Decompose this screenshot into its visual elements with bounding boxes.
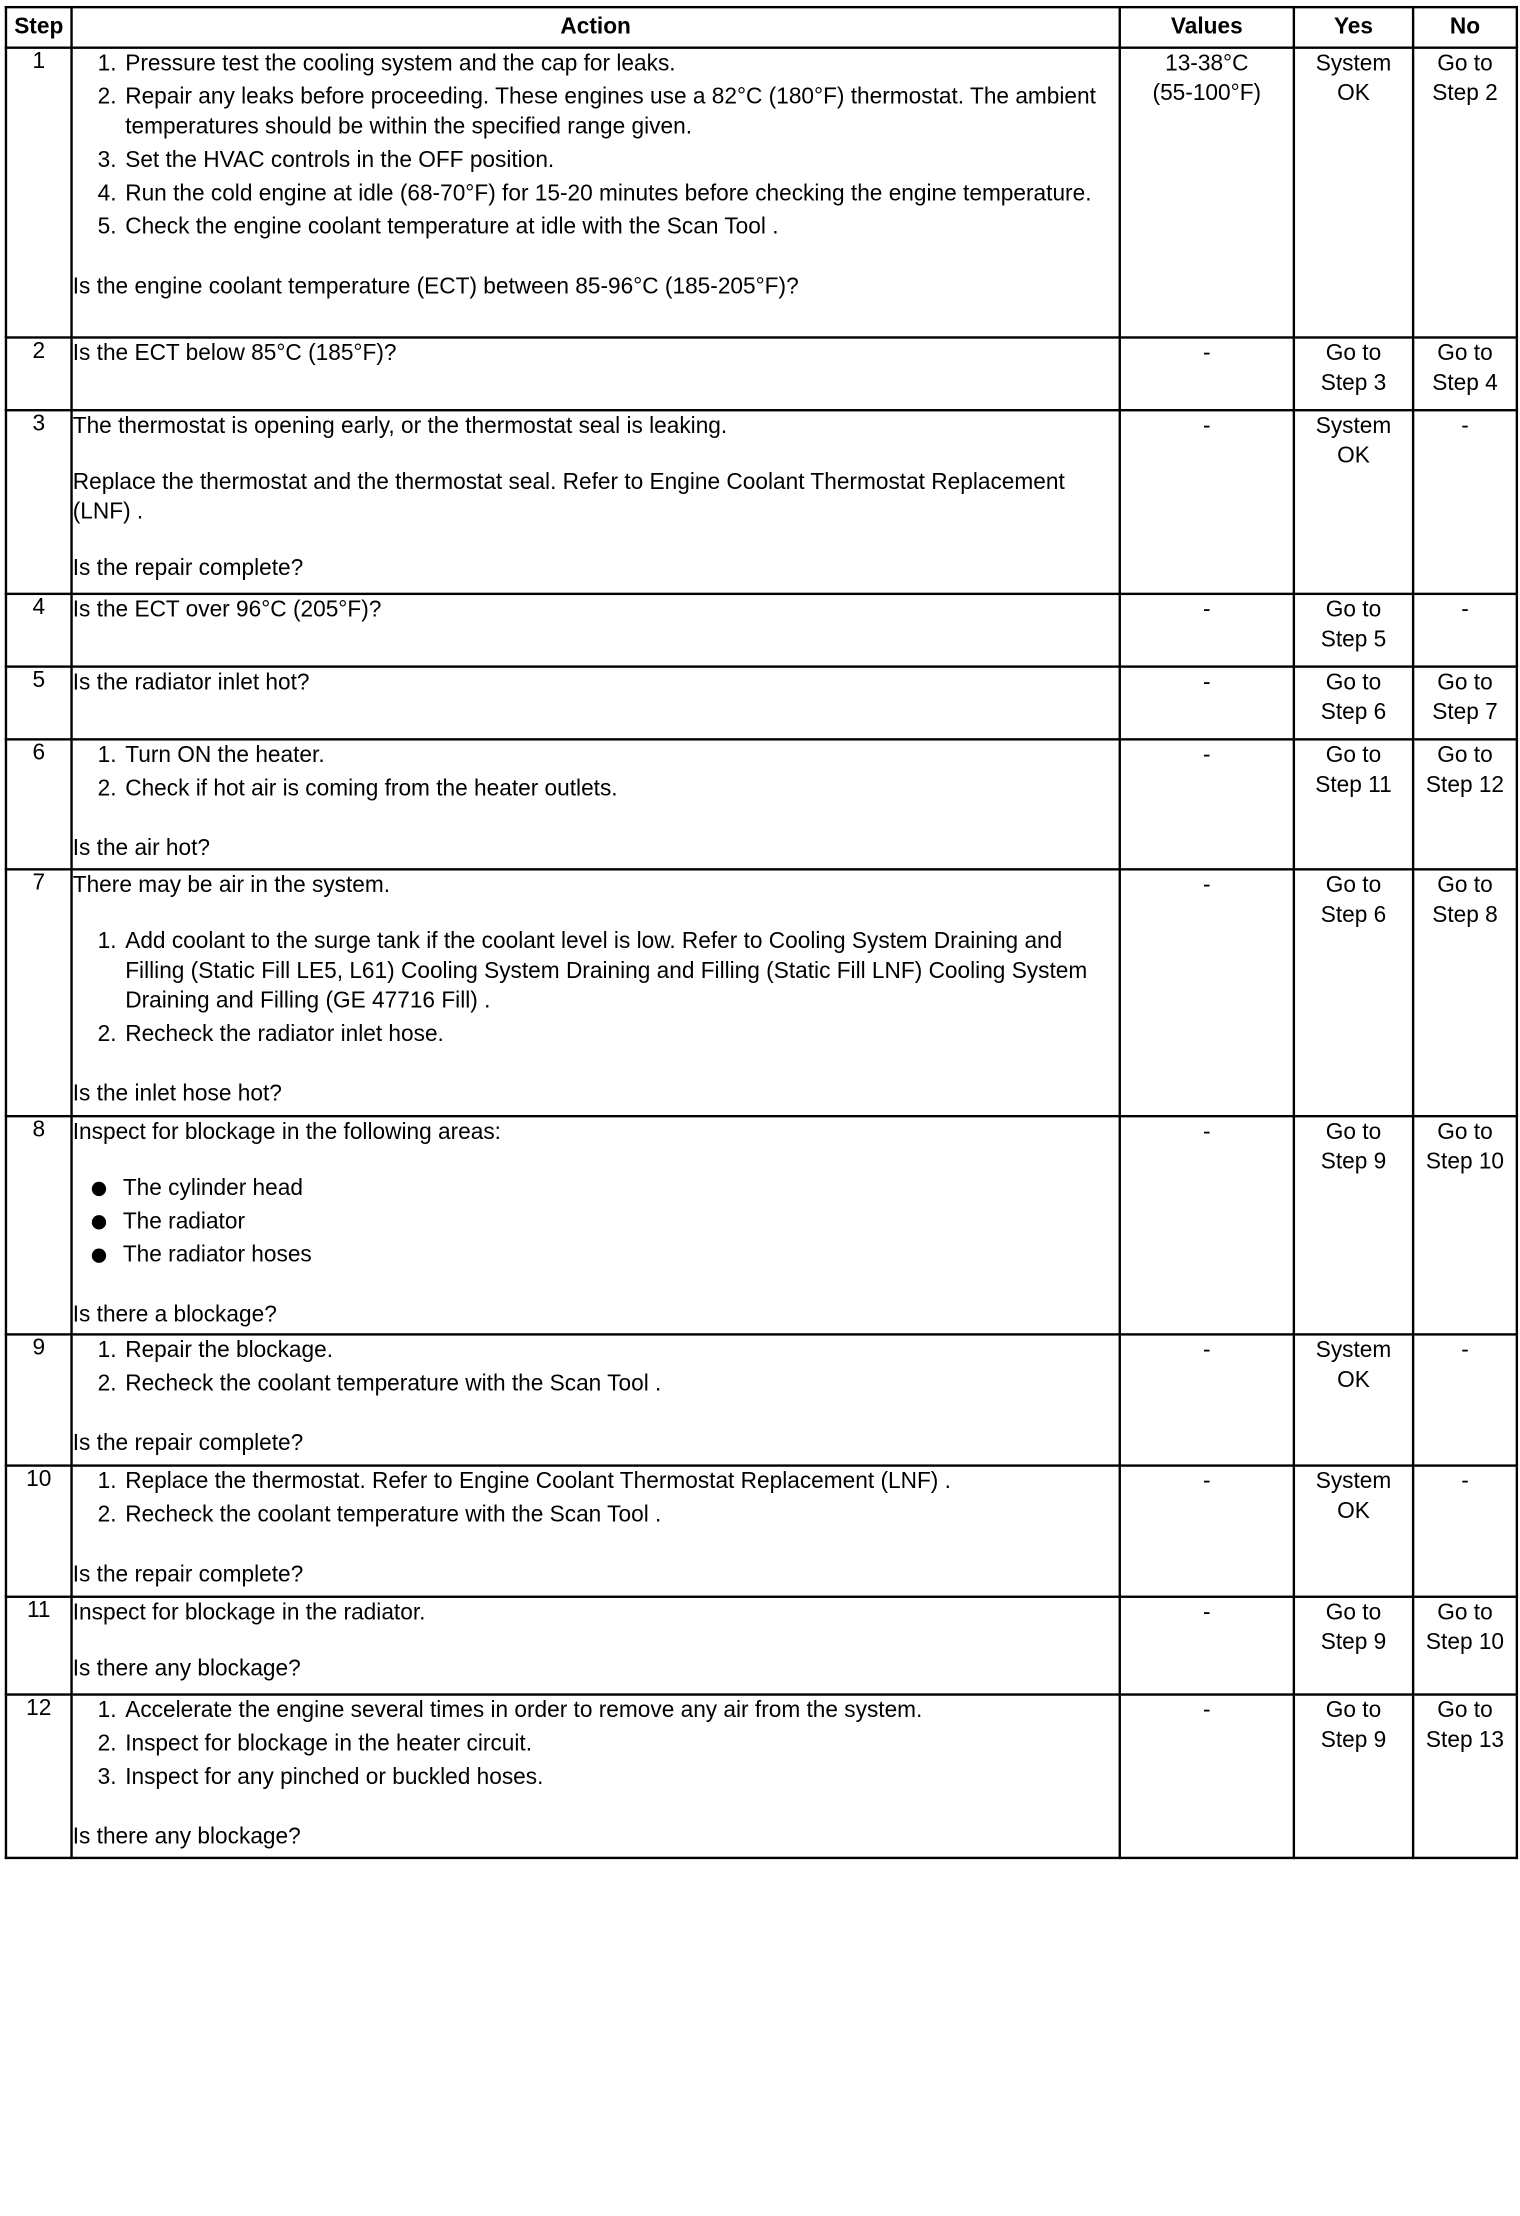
- action-cell: [72, 1597, 1120, 1695]
- question: Is the ECT below 85°C (185°F)?: [72, 341, 397, 367]
- header-action: Action: [72, 7, 1120, 48]
- values-cell: -: [1120, 337, 1294, 410]
- list-item: 1. Accelerate the engine several times in order to remove any air from the system.: [123, 1696, 1119, 1726]
- question: Is the radiator inlet hot?: [72, 670, 310, 696]
- table-row: [6, 410, 1517, 594]
- yes-cell: [1294, 1695, 1413, 1858]
- list-item: 1. Turn ON the heater.: [123, 741, 1119, 771]
- yes-line: OK: [1337, 1367, 1370, 1393]
- action-cell: [72, 594, 1120, 667]
- header-values: Values: [1120, 7, 1294, 48]
- action-text: There may be air in the system.: [72, 872, 391, 898]
- step-number: 6: [6, 739, 72, 869]
- yes-cell: [1294, 410, 1413, 594]
- table-row: [6, 1116, 1517, 1334]
- yes-line: OK: [1337, 81, 1370, 107]
- no-cell: [1413, 1597, 1517, 1695]
- question: Is the repair complete?: [72, 1431, 304, 1457]
- action-text: Inspect for blockage in the following areas:: [72, 1119, 501, 1145]
- yes-line: Go to: [1325, 742, 1382, 768]
- bullet-list: [73, 1173, 1119, 1270]
- action-cell: [72, 739, 1120, 869]
- action-cell: [72, 410, 1120, 594]
- question: Is the air hot?: [72, 835, 211, 861]
- yes-line: Step 3: [1320, 370, 1387, 396]
- no-line: Go to: [1437, 670, 1493, 696]
- list-item: 2. Recheck the coolant temperature with the Scan Tool .: [123, 1500, 1119, 1530]
- yes-line: Step 9: [1320, 1727, 1387, 1753]
- list-item: The cylinder head: [123, 1173, 1119, 1203]
- table-row: [6, 1597, 1517, 1695]
- list-item: 2. Recheck the radiator inlet hose.: [123, 1020, 1119, 1050]
- yes-line: Go to: [1325, 341, 1382, 367]
- header-step: Step: [6, 7, 72, 48]
- list-item: 2. Repair any leaks before proceeding. These engines use a 82°C (180°F) thermostat. The ambient temperatures should be within the specified range given.: [123, 82, 1119, 142]
- no-line: Step 10: [1425, 1630, 1505, 1656]
- step-number: 5: [6, 667, 72, 740]
- yes-line: Go to: [1325, 597, 1382, 623]
- table-row: [6, 1466, 1517, 1597]
- values-cell: -: [1120, 667, 1294, 740]
- yes-line: Go to: [1325, 1698, 1382, 1724]
- question: Is the repair complete?: [72, 555, 304, 581]
- yes-line: OK: [1337, 1498, 1370, 1525]
- values-cell: -: [1120, 869, 1294, 1116]
- yes-line: OK: [1337, 443, 1370, 469]
- values-cell: -: [1120, 739, 1294, 869]
- step-number: 7: [6, 869, 72, 1116]
- step-number: 1: [6, 48, 72, 338]
- no-cell: [1413, 48, 1517, 338]
- list-item: 1. Replace the thermostat. Refer to Engine Coolant Thermostat Replacement (LNF) .: [123, 1467, 1119, 1497]
- yes-line: Step 9: [1320, 1149, 1387, 1175]
- list-item: 1. Pressure test the cooling system and the cap for leaks.: [123, 49, 1119, 79]
- yes-line: Step 6: [1320, 902, 1387, 928]
- list-item: 3. Inspect for any pinched or buckled hoses.: [123, 1763, 1119, 1793]
- no-line: Go to: [1437, 1698, 1493, 1724]
- values-cell: -: [1120, 1116, 1294, 1334]
- no-line: Step 4: [1432, 370, 1498, 396]
- diagnostic-table: [5, 6, 1518, 1859]
- values-cell: -: [1120, 1695, 1294, 1858]
- yes-line: Go to: [1325, 670, 1382, 696]
- table-row: [6, 739, 1517, 869]
- step-number: 4: [6, 594, 72, 667]
- no-line: Go to: [1437, 1119, 1493, 1145]
- no-line: Step 10: [1425, 1149, 1505, 1175]
- values-cell: -: [1120, 1597, 1294, 1695]
- no-line: Go to: [1437, 341, 1493, 367]
- table-row: [6, 869, 1517, 1116]
- values-cell: -: [1120, 410, 1294, 594]
- question: Is the inlet hose hot?: [72, 1081, 282, 1107]
- step-number: 10: [6, 1466, 72, 1597]
- action-list: [73, 741, 1119, 804]
- step-number: 8: [6, 1116, 72, 1334]
- yes-line: Step 5: [1320, 627, 1387, 653]
- no-cell: -: [1413, 1334, 1517, 1465]
- yes-line: Step 6: [1320, 699, 1387, 726]
- header-yes: Yes: [1294, 7, 1413, 48]
- yes-line: System: [1315, 413, 1392, 439]
- yes-line: System: [1315, 1469, 1392, 1495]
- action-cell: [72, 1695, 1120, 1858]
- yes-cell: [1294, 48, 1413, 338]
- no-cell: [1413, 1695, 1517, 1858]
- list-item: 1. Repair the blockage.: [123, 1336, 1119, 1366]
- action-cell: [72, 48, 1120, 338]
- no-line: Go to: [1437, 872, 1493, 898]
- action-cell: [72, 1116, 1120, 1334]
- list-item: 3. Set the HVAC controls in the OFF position.: [123, 145, 1119, 175]
- yes-line: Go to: [1325, 1600, 1382, 1626]
- header-no: No: [1413, 7, 1517, 48]
- no-cell: [1413, 739, 1517, 869]
- no-cell: -: [1413, 1466, 1517, 1597]
- action-cell: [72, 869, 1120, 1116]
- no-cell: [1413, 337, 1517, 410]
- step-number: 2: [6, 337, 72, 410]
- action-text: The thermostat is opening early, or the thermostat seal is leaking.: [72, 413, 728, 439]
- no-line: Step 8: [1432, 902, 1498, 928]
- no-cell: [1413, 667, 1517, 740]
- no-cell: -: [1413, 410, 1517, 594]
- question: Is there a blockage?: [72, 1302, 277, 1328]
- no-line: Step 2: [1432, 81, 1498, 107]
- action-list: [73, 1696, 1119, 1793]
- values-line: 13-38°C: [1165, 51, 1249, 77]
- action-text: Replace the thermostat and the thermostat seal. Refer to Engine Coolant Thermostat Replacement (LNF) .: [72, 469, 1065, 525]
- no-line: Step 12: [1425, 772, 1505, 798]
- table-row: [6, 337, 1517, 410]
- table-row: [6, 667, 1517, 740]
- list-item: 1. Add coolant to the surge tank if the coolant level is low. Refer to Cooling System Draining and Filling (Static Fill LE5, L61) Cooling System Draining and Filling (Static Fill LNF) Cooling System Draining and Filling (GE 47716 Fill) .: [123, 927, 1119, 1016]
- list-item: 4. Run the cold engine at idle (68-70°F) for 15-20 minutes before checking the engine temperature.: [123, 179, 1119, 209]
- yes-line: Step 11: [1315, 772, 1392, 798]
- table-row: [6, 48, 1517, 338]
- yes-line: Go to: [1325, 1119, 1382, 1145]
- action-cell: [72, 1466, 1120, 1597]
- step-number: 11: [6, 1597, 72, 1695]
- yes-line: Go to: [1325, 872, 1382, 898]
- values-cell: [1120, 48, 1294, 338]
- yes-cell: [1294, 869, 1413, 1116]
- step-number: 3: [6, 410, 72, 594]
- action-list: [73, 1336, 1119, 1399]
- yes-cell: [1294, 667, 1413, 740]
- question: Is the repair complete?: [72, 1562, 304, 1588]
- no-cell: -: [1413, 594, 1517, 667]
- values-line: (55-100°F): [1152, 81, 1262, 107]
- list-item: 2. Inspect for blockage in the heater circuit.: [123, 1729, 1119, 1759]
- list-item: The radiator: [123, 1207, 1119, 1237]
- yes-line: System: [1315, 51, 1392, 77]
- values-cell: -: [1120, 1466, 1294, 1597]
- no-cell: [1413, 869, 1517, 1116]
- action-text: Inspect for blockage in the radiator.: [72, 1600, 426, 1626]
- yes-cell: [1294, 1597, 1413, 1695]
- no-line: Go to: [1437, 1600, 1493, 1626]
- question: Is the ECT over 96°C (205°F)?: [72, 597, 382, 623]
- step-number: 12: [6, 1695, 72, 1858]
- no-line: Go to: [1437, 51, 1493, 77]
- yes-cell: [1294, 1116, 1413, 1334]
- action-list: [73, 1467, 1119, 1530]
- action-cell: [72, 337, 1120, 410]
- question: Is the engine coolant temperature (ECT) between 85-96°C (185-205°F)?: [72, 274, 799, 300]
- list-item: The radiator hoses: [123, 1240, 1119, 1270]
- action-list: [73, 49, 1119, 242]
- action-cell: [72, 1334, 1120, 1465]
- yes-cell: [1294, 1334, 1413, 1465]
- yes-cell: [1294, 1466, 1413, 1597]
- yes-cell: [1294, 594, 1413, 667]
- table-row: [6, 1695, 1517, 1858]
- no-cell: [1413, 1116, 1517, 1334]
- yes-line: Step 9: [1320, 1630, 1387, 1656]
- action-list: [73, 927, 1119, 1050]
- question: Is there any blockage?: [72, 1824, 301, 1850]
- values-cell: -: [1120, 594, 1294, 667]
- table-row: [6, 594, 1517, 667]
- no-line: Go to: [1437, 742, 1493, 768]
- no-line: Step 7: [1432, 699, 1498, 726]
- yes-cell: [1294, 739, 1413, 869]
- no-line: Step 13: [1425, 1727, 1505, 1753]
- header-row: [6, 7, 1517, 48]
- list-item: 2. Check if hot air is coming from the heater outlets.: [123, 774, 1119, 804]
- values-cell: -: [1120, 1334, 1294, 1465]
- step-number: 9: [6, 1334, 72, 1465]
- yes-line: System: [1315, 1337, 1392, 1364]
- table-row: [6, 1334, 1517, 1465]
- list-item: 2. Recheck the coolant temperature with the Scan Tool .: [123, 1369, 1119, 1399]
- yes-cell: [1294, 337, 1413, 410]
- question: Is there any blockage?: [72, 1656, 301, 1682]
- list-item: 5. Check the engine coolant temperature at idle with the Scan Tool .: [123, 212, 1119, 242]
- action-cell: [72, 667, 1120, 740]
